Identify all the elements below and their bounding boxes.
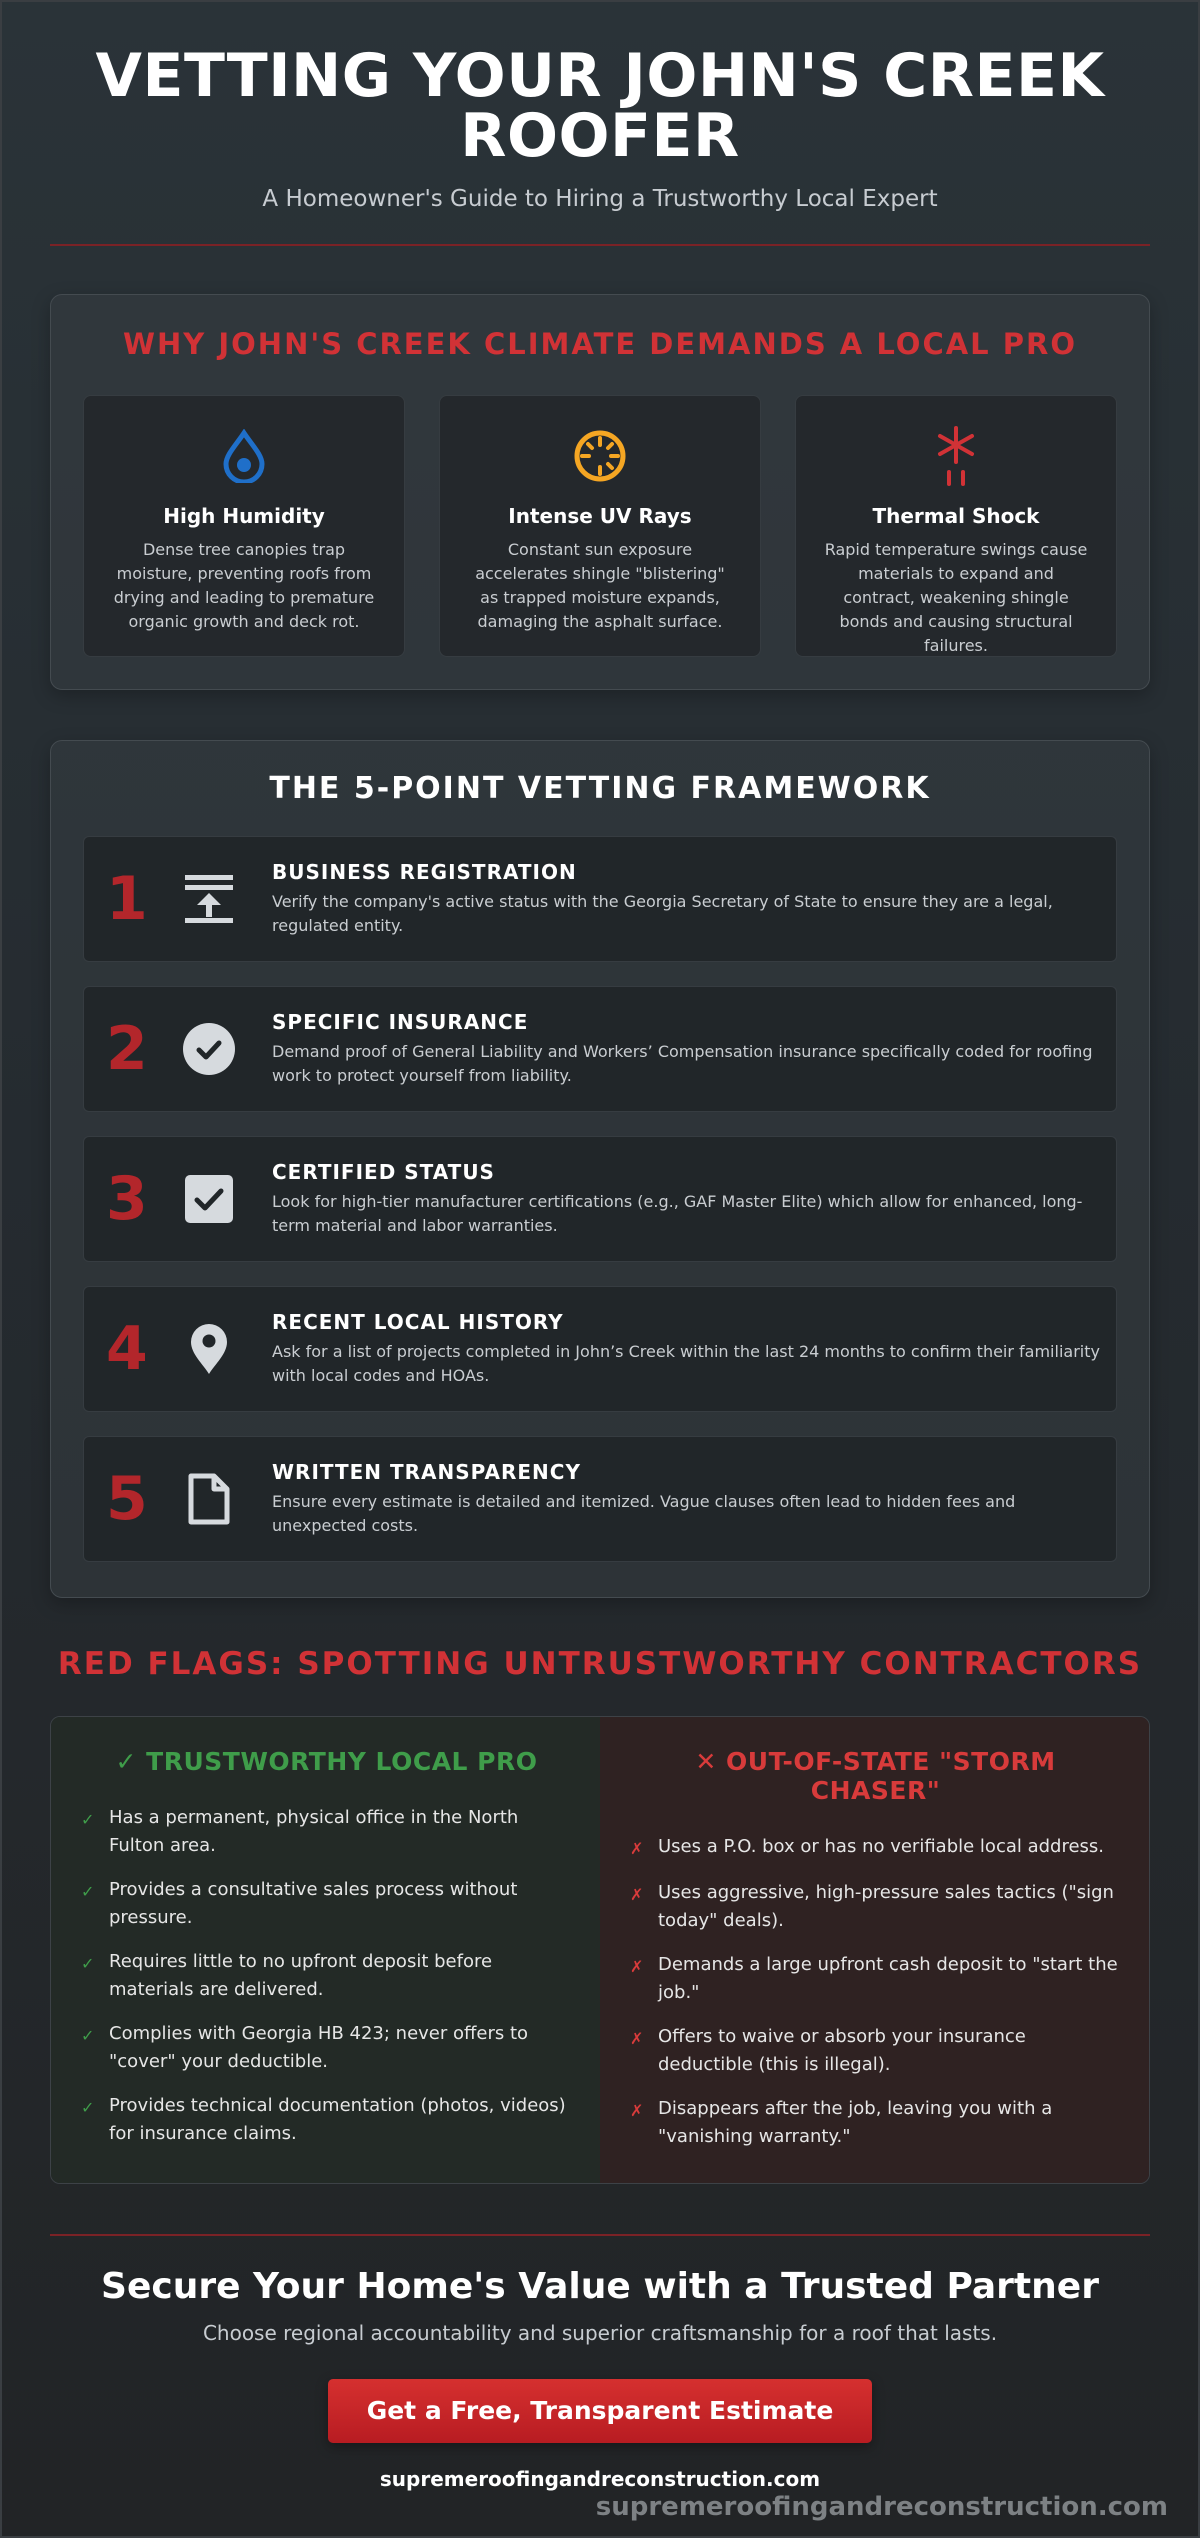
- climate-title: WHY JOHN'S CREEK CLIMATE DEMANDS A LOCAL PRO: [123, 327, 1077, 361]
- cta-title: Secure Your Home's Value with a Trusted Partner: [101, 2266, 1099, 2307]
- framework-step-5: [83, 1436, 1117, 1562]
- step-text: Look for high-tier manufacturer certifications (e.g., GAF Master Elite) which allow for enhanced, long-term material and labor warranties.: [272, 1192, 1083, 1235]
- trustworthy-list: [81, 1804, 572, 2148]
- storm-chaser-column: [600, 1717, 1149, 2183]
- card-title: Intense UV Rays: [508, 504, 692, 528]
- step-number: 1: [106, 864, 148, 934]
- step-title: WRITTEN TRANSPARENCY: [272, 1460, 581, 1484]
- step-text: Ask for a list of projects completed in John’s Creek within the last 24 months to confirm their familiarity with local codes and HOAs.: [272, 1342, 1100, 1385]
- climate-card-humidity: [83, 395, 405, 657]
- registration-icon: [174, 873, 244, 925]
- watermark: supremeroofingandreconstruction.com: [595, 2492, 1168, 2522]
- trustworthy-column: [51, 1717, 600, 2183]
- step-text: Verify the company's active status with the Georgia Secretary of State to ensure they are a legal, regulated entity.: [272, 892, 1053, 935]
- framework-title: THE 5-POINT VETTING FRAMEWORK: [269, 771, 931, 806]
- framework-step-1: [83, 836, 1117, 962]
- step-title: SPECIFIC INSURANCE: [272, 1010, 529, 1034]
- map-pin-icon: [174, 1322, 244, 1376]
- list-item: ✗ Disappears after the job, leaving you with a "vanishing warranty.": [630, 2095, 1121, 2151]
- list-item: ✗ Offers to waive or absorb your insurance deductible (this is illegal).: [630, 2023, 1121, 2079]
- step-number: 2: [106, 1014, 148, 1084]
- x-mark-icon: ✗: [630, 2101, 644, 2120]
- check-square-icon: [174, 1174, 244, 1224]
- climate-section: [50, 294, 1150, 690]
- step-title: BUSINESS REGISTRATION: [272, 860, 577, 884]
- page-title: VETTING YOUR JOHN'S CREEK ROOFER: [95, 41, 1105, 171]
- card-title: Thermal Shock: [872, 504, 1040, 528]
- snowflake-icon: [796, 426, 1116, 486]
- check-circle-icon: [174, 1022, 244, 1076]
- check-icon: ✓: [81, 2098, 95, 2117]
- step-body: [272, 1460, 1102, 1538]
- document-icon: [174, 1472, 244, 1526]
- storm-chaser-list: [630, 1833, 1121, 2151]
- storm-chaser-heading: ✕ OUT-OF-STATE "STORM CHASER": [695, 1747, 1056, 1805]
- x-mark-icon: ✗: [630, 1885, 644, 1904]
- step-number: 5: [106, 1464, 148, 1534]
- check-icon: ✓: [81, 1882, 95, 1901]
- check-icon: ✓: [81, 1810, 95, 1829]
- list-item: ✓ Has a permanent, physical office in the North Fulton area.: [81, 1804, 572, 1860]
- card-text: Rapid temperature swings cause materials to expand and contract, weakening shingle bonds and causing structural failures.: [824, 540, 1088, 655]
- list-item: ✓ Complies with Georgia HB 423; never offers to "cover" your deductible.: [81, 2020, 572, 2076]
- step-title: CERTIFIED STATUS: [272, 1160, 495, 1184]
- step-text: Ensure every estimate is detailed and itemized. Vague clauses often lead to hidden fees and unexpected costs.: [272, 1492, 1016, 1535]
- comparison-table: [50, 1716, 1150, 2184]
- red-flags-title: RED FLAGS: SPOTTING UNTRUSTWORTHY CONTRACTORS: [57, 1646, 1143, 1682]
- step-number: 3: [106, 1164, 148, 1234]
- list-item: ✓ Provides technical documentation (photos, videos) for insurance claims.: [81, 2092, 572, 2148]
- x-mark-icon: ✗: [630, 1957, 644, 1976]
- x-mark-icon: ✗: [630, 2029, 644, 2048]
- list-item: ✗ Uses a P.O. box or has no verifiable local address.: [630, 1833, 1121, 1863]
- step-number: 4: [106, 1314, 148, 1384]
- step-title: RECENT LOCAL HISTORY: [272, 1310, 564, 1334]
- page-subtitle: A Homeowner's Guide to Hiring a Trustworthy Local Expert: [262, 186, 938, 212]
- card-text: Constant sun exposure accelerates shingle "blistering" as trapped moisture expands, damaging the asphalt surface.: [475, 540, 725, 631]
- check-icon: ✓: [81, 1954, 95, 1973]
- step-body: [272, 1010, 1102, 1088]
- trustworthy-heading: ✓ TRUSTWORTHY LOCAL PRO: [115, 1747, 538, 1776]
- x-mark-icon: ✗: [630, 1839, 644, 1858]
- website-link[interactable]: supremeroofingandreconstruction.com: [379, 2467, 821, 2491]
- step-body: [272, 1160, 1102, 1238]
- list-item: ✓ Provides a consultative sales process without pressure.: [81, 1876, 572, 1932]
- climate-card-thermal: [795, 395, 1117, 657]
- list-item: ✗ Demands a large upfront cash deposit to "start the job.": [630, 1951, 1121, 2007]
- card-title: High Humidity: [163, 504, 325, 528]
- divider: [50, 244, 1150, 246]
- framework-step-2: [83, 986, 1117, 1112]
- card-text: Dense tree canopies trap moisture, preventing roofs from drying and leading to premature organic growth and deck rot.: [113, 540, 375, 631]
- check-icon: ✓: [81, 2026, 95, 2045]
- climate-cards: [83, 395, 1117, 657]
- cta-subtitle: Choose regional accountability and superior craftsmanship for a roof that lasts.: [202, 2321, 998, 2345]
- step-body: [272, 860, 1102, 938]
- header: [50, 0, 1150, 212]
- step-body: [272, 1310, 1102, 1388]
- framework-step-4: [83, 1286, 1117, 1412]
- framework-section: [50, 740, 1150, 1598]
- list-item: ✓ Requires little to no upfront deposit before materials are delivered.: [81, 1948, 572, 2004]
- call-to-action: [50, 2236, 1150, 2491]
- infographic: [50, 0, 1150, 2491]
- step-text: Demand proof of General Liability and Workers’ Compensation insurance specifically coded for roofing work to protect yourself from liability.: [272, 1042, 1093, 1085]
- list-item: ✗ Uses aggressive, high-pressure sales tactics ("sign today" deals).: [630, 1879, 1121, 1935]
- water-drop-icon: [84, 426, 404, 486]
- climate-card-uv: [439, 395, 761, 657]
- framework-step-3: [83, 1136, 1117, 1262]
- free-estimate-button[interactable]: Get a Free, Transparent Estimate: [328, 2379, 872, 2443]
- sun-icon: [440, 426, 760, 486]
